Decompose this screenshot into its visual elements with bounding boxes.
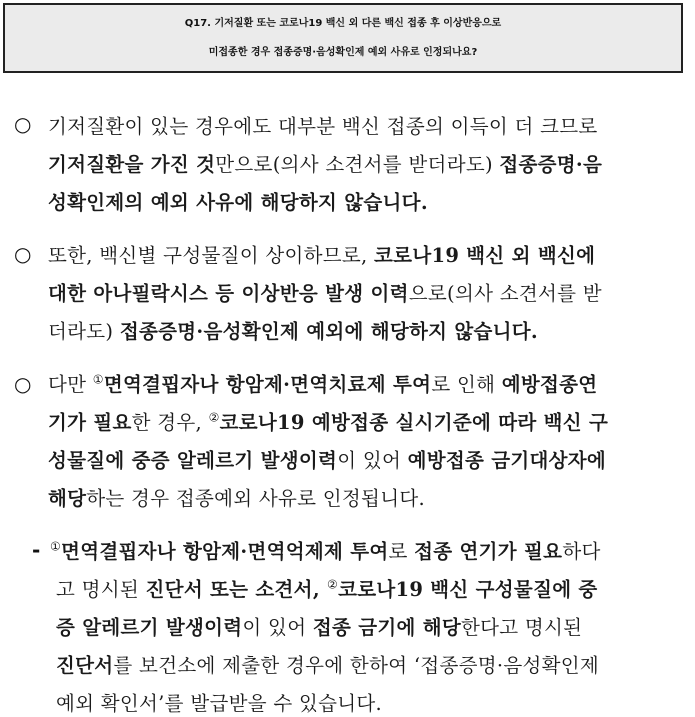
paragraph-1-line-2: 기저질환을 가진 것만으로(의사 소견서를 받더라도) 접종증명·음 [48,153,603,176]
bullet-circle-icon: ○ [14,112,32,136]
paragraph-1-line-3: 성확인제의 예외 사유에 해당하지 않습니다. [48,191,428,214]
sub-paragraph-line-5: 예외 확인서’를 발급받을 수 있습니다. [56,692,383,715]
question-title-line-2: 미접종한 경우 접종증명·음성확인제 예외 사유로 인정되나요? [208,47,478,58]
sub-paragraph-line-2: 고 명시된 진단서 또는 소견서, ②코로나19 백신 구성물질에 중 [56,577,598,601]
sub-paragraph-line-1: ①면역결핍자나 항암제·면역억제제 투여로 접종 연기가 필요하다 [50,539,601,563]
bullet-circle-icon: ○ [14,372,32,396]
question-box [3,3,683,73]
paragraph-3-line-1: 다만 ①면역결핍자나 항암제·면역치료제 투여로 인해 예방접종연 [48,372,598,396]
paragraph-2-line-1: 또한, 백신별 구성물질이 상이하므로, 코로나19 백신 외 백신에 [48,244,596,267]
circled-number-1-icon: ① [92,372,104,387]
question-title-line-1: Q17. 기저질환 또는 코로나19 백신 외 다른 백신 접종 후 이상반응으로 [184,18,502,29]
dash-marker: - [32,538,41,562]
paragraph-3-line-4: 해당하는 경우 접종예외 사유로 인정됩니다. [48,487,425,510]
paragraph-2-line-2: 대한 아나필락시스 등 이상반응 발생 이력으로(의사 소견서를 받 [48,282,602,305]
circled-number-2-icon: ② [208,410,220,425]
paragraph-3-line-3: 성물질에 중증 알레르기 발생이력이 있어 예방접종 금기대상자에 [48,449,607,472]
paragraph-2-line-3: 더라도) 접종증명·음성확인제 예외에 해당하지 않습니다. [48,320,539,343]
bullet-circle-icon: ○ [14,242,32,266]
sub-paragraph-line-4: 진단서를 보건소에 제출한 경우에 한하여 ‘접종증명·음성확인제 [56,654,600,677]
circled-number-2-icon: ② [327,577,339,592]
paragraph-3-line-2: 기가 필요한 경우, ②코로나19 예방접종 실시기준에 따라 백신 구 [48,410,609,434]
paragraph-1-line-1: 기저질환이 있는 경우에도 대부분 백신 접종의 이득이 더 크므로 [48,115,598,138]
sub-paragraph-line-3: 증 알레르기 발생이력이 있어 접종 금기에 해당한다고 명시된 [56,616,583,639]
circled-number-1-icon: ① [50,539,62,554]
